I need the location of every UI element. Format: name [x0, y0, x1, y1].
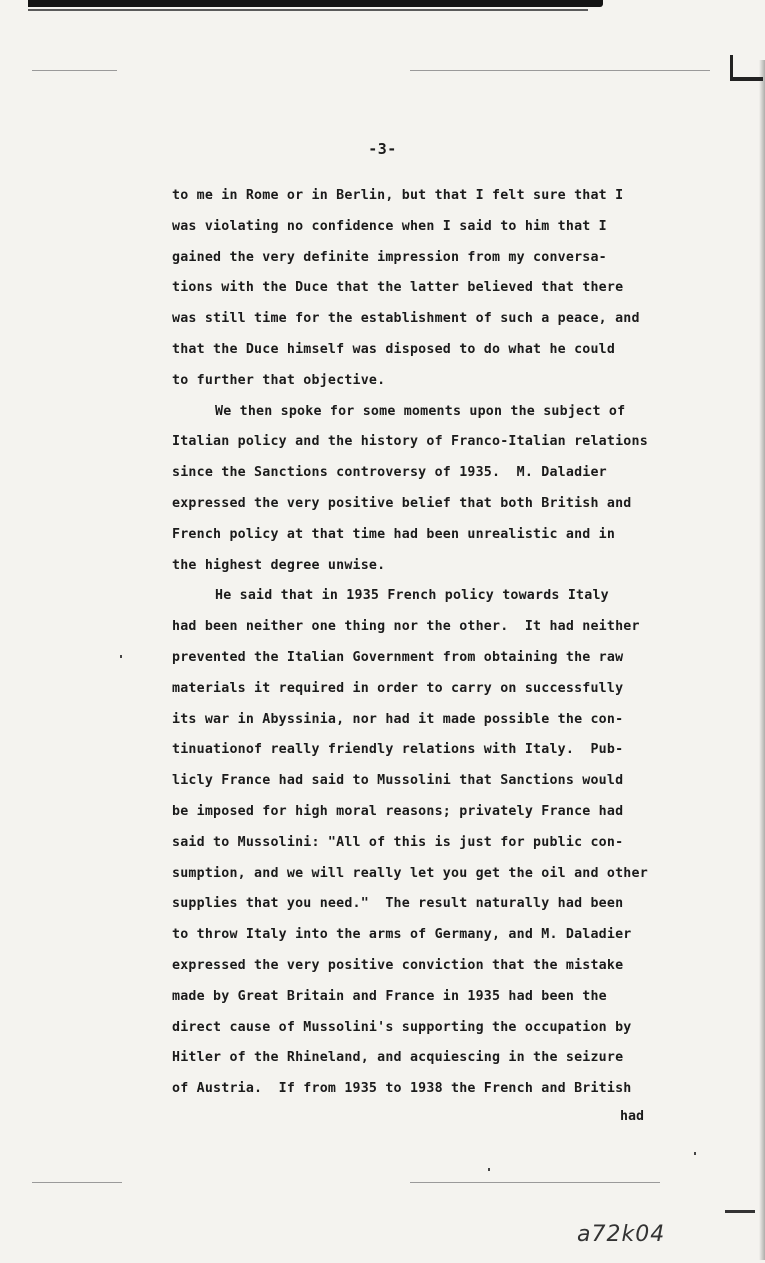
scan-speck [488, 1168, 490, 1171]
text-line: since the Sanctions controversy of 1935. M. Daladier [172, 465, 607, 481]
text-line: its war in Abyssinia, nor had it made possible the con- [172, 711, 624, 727]
text-line: materials it required in order to carry on successfully [172, 680, 624, 696]
text-line: tinuationof really friendly relations with Italy. Pub- [172, 742, 624, 758]
text-line: had been neither one thing nor the other. It had neither [172, 619, 640, 635]
faint-scan-line [32, 70, 117, 71]
archive-handwritten-mark: a72k04 [577, 1222, 666, 1247]
text-line: expressed the very positive belief that both British and [172, 495, 632, 511]
text-line: supplies that you need." The result naturally had been [172, 896, 624, 912]
catchword: had [620, 1109, 645, 1124]
text-line: He said that in 1935 French policy towards Italy [215, 588, 609, 604]
page-number: -3- [368, 140, 397, 158]
document-body [172, 186, 712, 1110]
text-line: to throw Italy into the arms of Germany, and M. Daladier [172, 927, 632, 943]
text-line: was still time for the establishment of such a peace, and [172, 311, 640, 327]
text-line: the highest degree unwise. [172, 557, 386, 573]
top-border-thin-rule [28, 9, 588, 11]
text-line: to me in Rome or in Berlin, but that I felt sure that I [172, 188, 624, 203]
text-line: French policy at that time had been unrealistic and in [172, 526, 616, 542]
faint-scan-line [410, 1182, 660, 1183]
scan-speck [694, 1152, 696, 1155]
text-line: direct cause of Mussolini's supporting the occupation by [172, 1019, 632, 1035]
text-line: expressed the very positive conviction that the mistake [172, 957, 624, 973]
text-line: to further that objective. [172, 372, 386, 388]
text-line: made by Great Britain and France in 1935 had been the [172, 988, 607, 1004]
text-line: tions with the Duce that the latter believed that there [172, 280, 624, 296]
text-line: We then spoke for some moments upon the subject of [215, 403, 626, 419]
text-line: Italian policy and the history of Franco-Italian relations [172, 434, 648, 450]
scan-corner-mark-bottom [725, 1210, 755, 1225]
text-line: was violating no confidence when I said to him that I [172, 218, 607, 234]
text-line: prevented the Italian Government from obtaining the raw [172, 649, 624, 665]
text-line: that the Duce himself was disposed to do what he could [172, 341, 616, 357]
scan-speck [120, 655, 122, 658]
faint-scan-line [410, 70, 710, 71]
faint-scan-line [32, 1182, 122, 1183]
text-line: Hitler of the Rhineland, and acquiescing in the seizure [172, 1050, 624, 1066]
top-border-rule [28, 0, 603, 7]
text-line: sumption, and we will really let you get the oil and other [172, 865, 648, 881]
scan-corner-mark-top [730, 55, 763, 81]
text-line: of Austria. If from 1935 to 1938 the French and British [172, 1081, 632, 1097]
text-line: gained the very definite impression from my conversa- [172, 249, 607, 265]
text-line: be imposed for high moral reasons; privately France had [172, 803, 624, 819]
text-line: licly France had said to Mussolini that Sanctions would [172, 773, 624, 789]
scan-right-edge-shadow [759, 60, 765, 1260]
text-line: said to Mussolini: "All of this is just for public con- [172, 834, 624, 850]
